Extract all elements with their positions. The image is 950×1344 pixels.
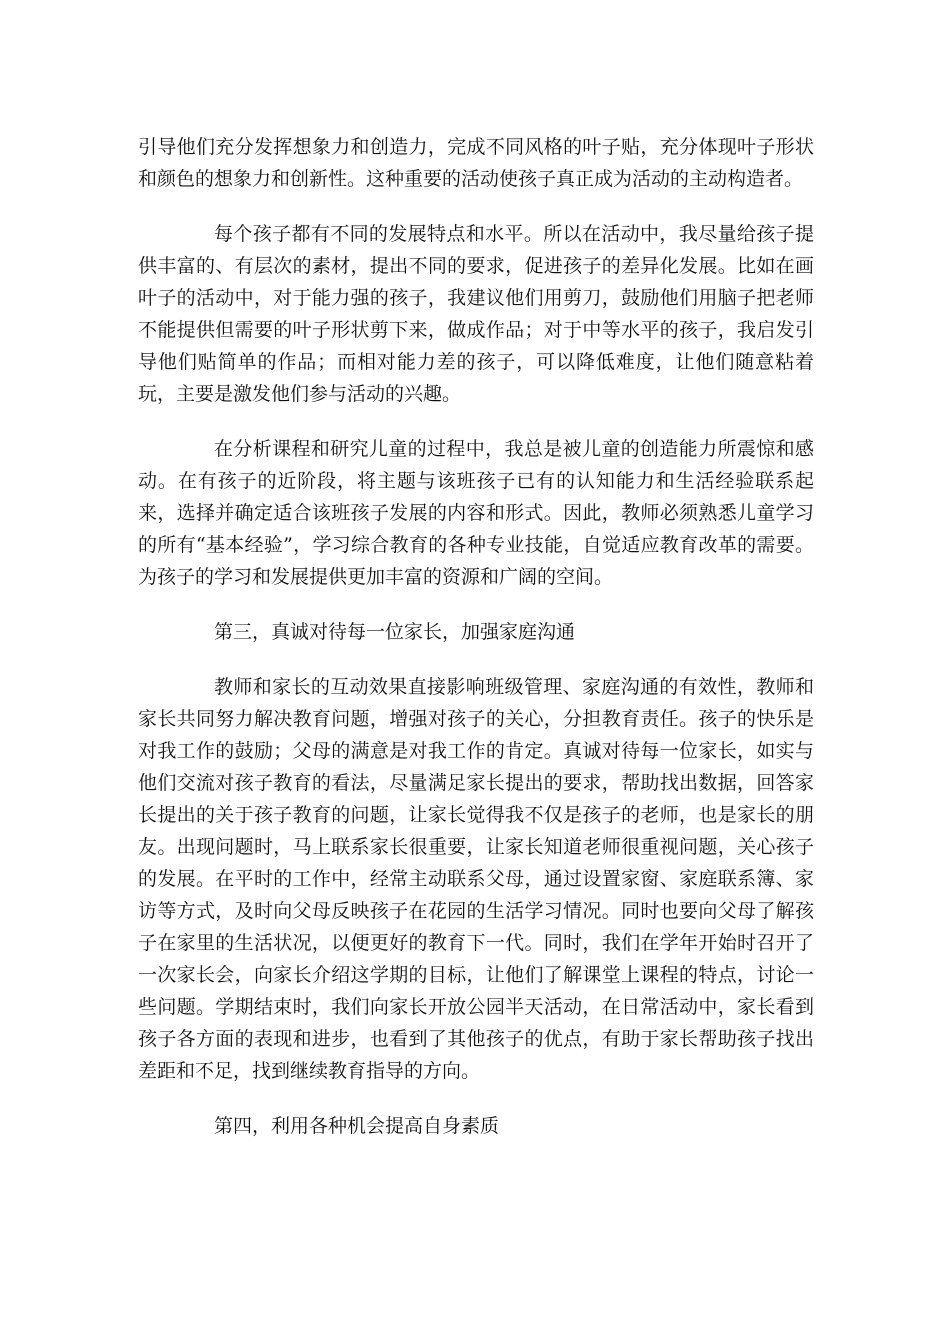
paragraph-parent-communication: 教师和家长的互动效果直接影响班级管理、家庭沟通的有效性，教师和家长共同努力解决教育问题，增强对孩子的关心，分担教育责任。孩子的快乐是对我工作的鼓励；父母的满意是对我工作的肯定。真诚对待每一位家长，如实与他们交流对孩子教育的看法，尽量满足家长提出的要求，帮助找出数据，回答家长提出的关于孩子教育的问题，让家长觉得我不仅是孩子的老师，也是家长的朋友。出现问题时，马上联系家长很重要，让家长知道老师很重视问题，关心孩子的发展。在平时的工作中，经常主动联系父母，通过设置家窗、家庭联系簿、家访等方式，及时向父母反映孩子在花园的生活学习情况。同时也要向父母了解孩子在家里的生活状况，以便更好的教育下一代。同时，我们在学年开始时召开了一次家长会，向家长介绍这学期的目标，让他们了解课堂上课程的特点，讨论一些问题。学期结束时，我们向家长开放公园半天活动，在日常活动中，家长看到孩子各方面的表现和进步，也看到了其他孩子的优点，有助于家长帮助孩子找出差距和不足，找到继续教育指导的方向。 [138,676,814,1082]
paragraph-curriculum-analysis: 在分析课程和研究儿童的过程中，我总是被儿童的创造能力所震惊和感动。在有孩子的近阶段，将主题与该班孩子已有的认知能力和生活经验联系起来，选择并确定适合该班孩子发展的内容和形式。因此，教师必须熟悉儿童学习的所有“基本经验”，学习综合教育的各种专业技能，自觉适应教育改革的需要。为孩子的学习和发展提供更加丰富的资源和广阔的空间。 [138,438,814,588]
paragraph-continuation: 引导他们充分发挥想象力和创造力，完成不同风格的叶子贴，充分体现叶子形状和颜色的想象力和创新性。这种重要的活动使孩子真正成为活动的主动构造者。 [138,136,814,190]
document-page [138,131,814,1165]
section-heading-fourth: 第四，利用各种机会提高自身素质 [214,1115,500,1137]
paragraph-differentiated-development: 每个孩子都有不同的发展特点和水平。所以在活动中，我尽量给孩子提供丰富的、有层次的素材，提出不同的要求，促进孩子的差异化发展。比如在画叶子的活动中，对于能力强的孩子，我建议他们用剪刀，鼓励他们用脑子把老师不能提供但需要的叶子形状剪下来，做成作品；对于中等水平的孩子，我启发引导他们贴简单的作品；而相对能力差的孩子，可以降低难度，让他们随意粘着玩，主要是激发他们参与活动的兴趣。 [138,223,814,405]
section-heading-third: 第三，真诚对待每一位家长，加强家庭沟通 [214,621,576,643]
